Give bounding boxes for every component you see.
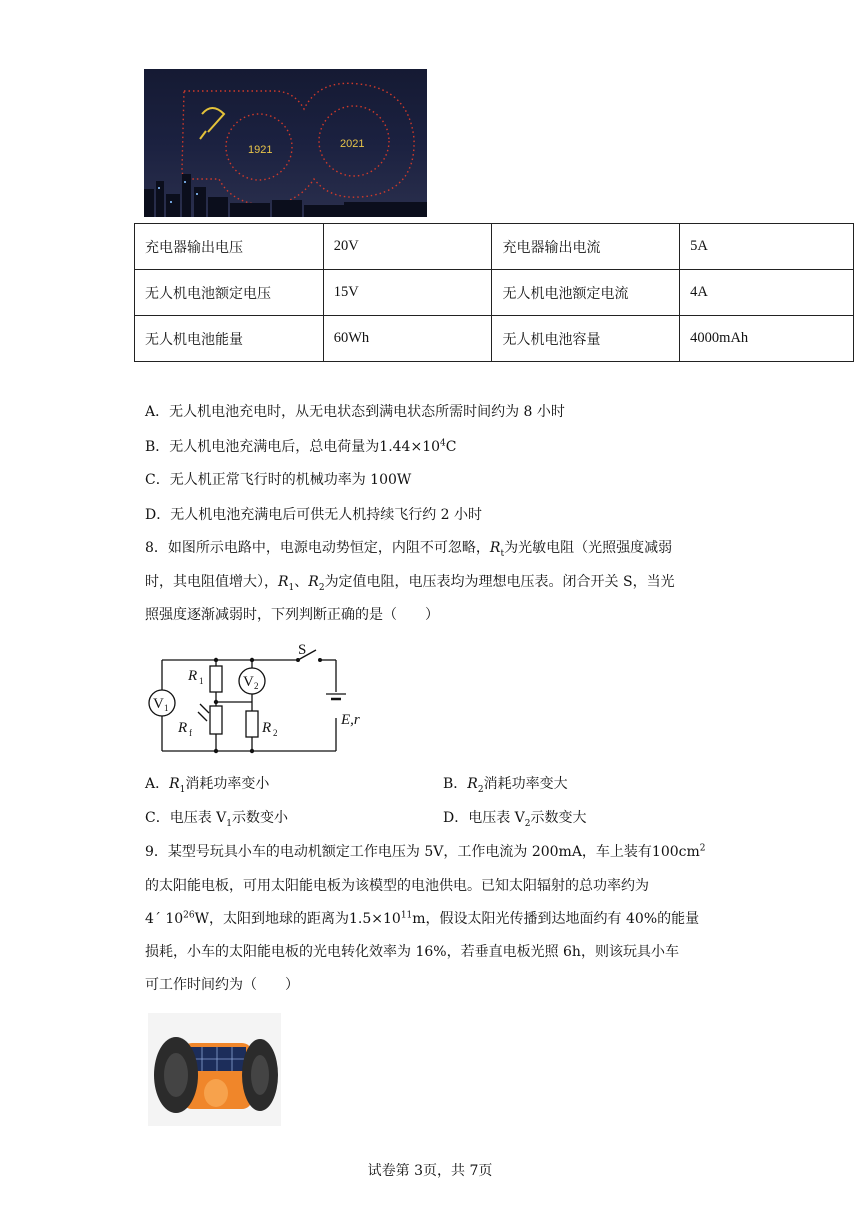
emf-label: E,r bbox=[341, 712, 360, 728]
svg-text:f: f bbox=[189, 728, 192, 738]
table-cell: 4000mAh bbox=[680, 316, 854, 362]
battery-spec-table bbox=[134, 223, 854, 362]
table-cell: 无人机电池能量 bbox=[135, 316, 324, 362]
q8-option-b: B．$R_2$消耗功率变大 bbox=[443, 776, 568, 795]
table-cell: 无人机电池额定电压 bbox=[135, 270, 324, 316]
svg-text:2: 2 bbox=[273, 728, 278, 738]
q9-stem-line5: 可工作时间约为（ ） bbox=[145, 977, 299, 993]
svg-text:2021: 2021 bbox=[340, 138, 365, 150]
table-cell: 15V bbox=[323, 270, 492, 316]
q9-stem-line2: 的太阳能电板，可用太阳能电板为该模型的电池供电。已知太阳辐射的总功率约为 bbox=[145, 878, 649, 894]
table-row bbox=[135, 224, 854, 270]
drone-show-illustration bbox=[144, 69, 427, 217]
svg-text:1921: 1921 bbox=[248, 144, 273, 156]
table-cell: 60Wh bbox=[323, 316, 492, 362]
v2-label: V bbox=[243, 674, 254, 690]
q8-stem-line2: 时，其电阻值增大），$R_1$、$R_2$为定值电阻，电压表均为理想电压表。闭合开关 S，当光 bbox=[145, 574, 675, 593]
q8-option-a: A．$R_1$消耗功率变小 bbox=[145, 776, 270, 795]
svg-text:1: 1 bbox=[164, 703, 169, 713]
table-cell: 充电器输出电流 bbox=[492, 224, 680, 270]
q8-option-d: D．电压表 $V_2$示数变大 bbox=[443, 810, 587, 829]
rf-label: R bbox=[178, 720, 188, 736]
q9-stem-line3: 4´ $10^{26}W$，太阳到地球的距离为$1.5\times 10^{11}m$，假设太阳光传播到达地面约有 40%的能量 bbox=[145, 910, 700, 927]
table-cell: 无人机电池容量 bbox=[492, 316, 680, 362]
r2-label: R bbox=[262, 720, 272, 736]
r1-label: R bbox=[188, 668, 198, 684]
drone-show-photo bbox=[144, 69, 427, 217]
table-cell: 5A bbox=[680, 224, 854, 270]
q7-option-c: C．无人机正常飞行时的机械功率为 100W bbox=[145, 472, 412, 488]
q7-option-b: B．无人机电池充满电后，总电荷量为$1.44\times 10^4C$ bbox=[145, 438, 457, 455]
table-row bbox=[135, 270, 854, 316]
q7-option-a: A．无人机电池充电时，从无电状态到满电状态所需时间约为 8 小时 bbox=[145, 404, 565, 420]
table-cell: 4A bbox=[680, 270, 854, 316]
q9-stem-line1: 9．某型号玩具小车的电动机额定工作电压为 5V，工作电流为 200mA，车上装有$100cm^2$ bbox=[145, 843, 706, 860]
page-footer: 试卷第 3页，共 7页 bbox=[367, 1163, 493, 1179]
svg-text:2: 2 bbox=[254, 681, 259, 691]
v1-label: V bbox=[153, 696, 164, 712]
table-cell: 20V bbox=[323, 224, 492, 270]
switch-label: S bbox=[298, 642, 307, 658]
q8-stem-line3: 照强度逐渐减弱时，下列判断正确的是（ ） bbox=[145, 607, 439, 623]
solar-toy-car-photo bbox=[148, 1013, 281, 1126]
table-cell: 充电器输出电压 bbox=[135, 224, 324, 270]
q7-option-d: D．无人机电池充满电后可供无人机持续飞行约 2 小时 bbox=[145, 507, 483, 523]
q8-circuit-diagram bbox=[140, 636, 380, 756]
toy-car-illustration bbox=[148, 1013, 281, 1126]
table-row bbox=[135, 316, 854, 362]
svg-text:1: 1 bbox=[199, 676, 204, 686]
q8-stem-line1: 8．如图所示电路中，电源电动势恒定，内阻不可忽略，$R_t$为光敏电阻（光照强度减弱 bbox=[145, 540, 673, 559]
table-cell: 无人机电池额定电流 bbox=[492, 270, 680, 316]
q9-stem-line4: 损耗，小车的太阳能电板的光电转化效率为 16%，若垂直电板光照 6h，则该玩具小车 bbox=[145, 944, 679, 960]
q8-option-c: C．电压表 $V_1$示数变小 bbox=[145, 810, 289, 829]
